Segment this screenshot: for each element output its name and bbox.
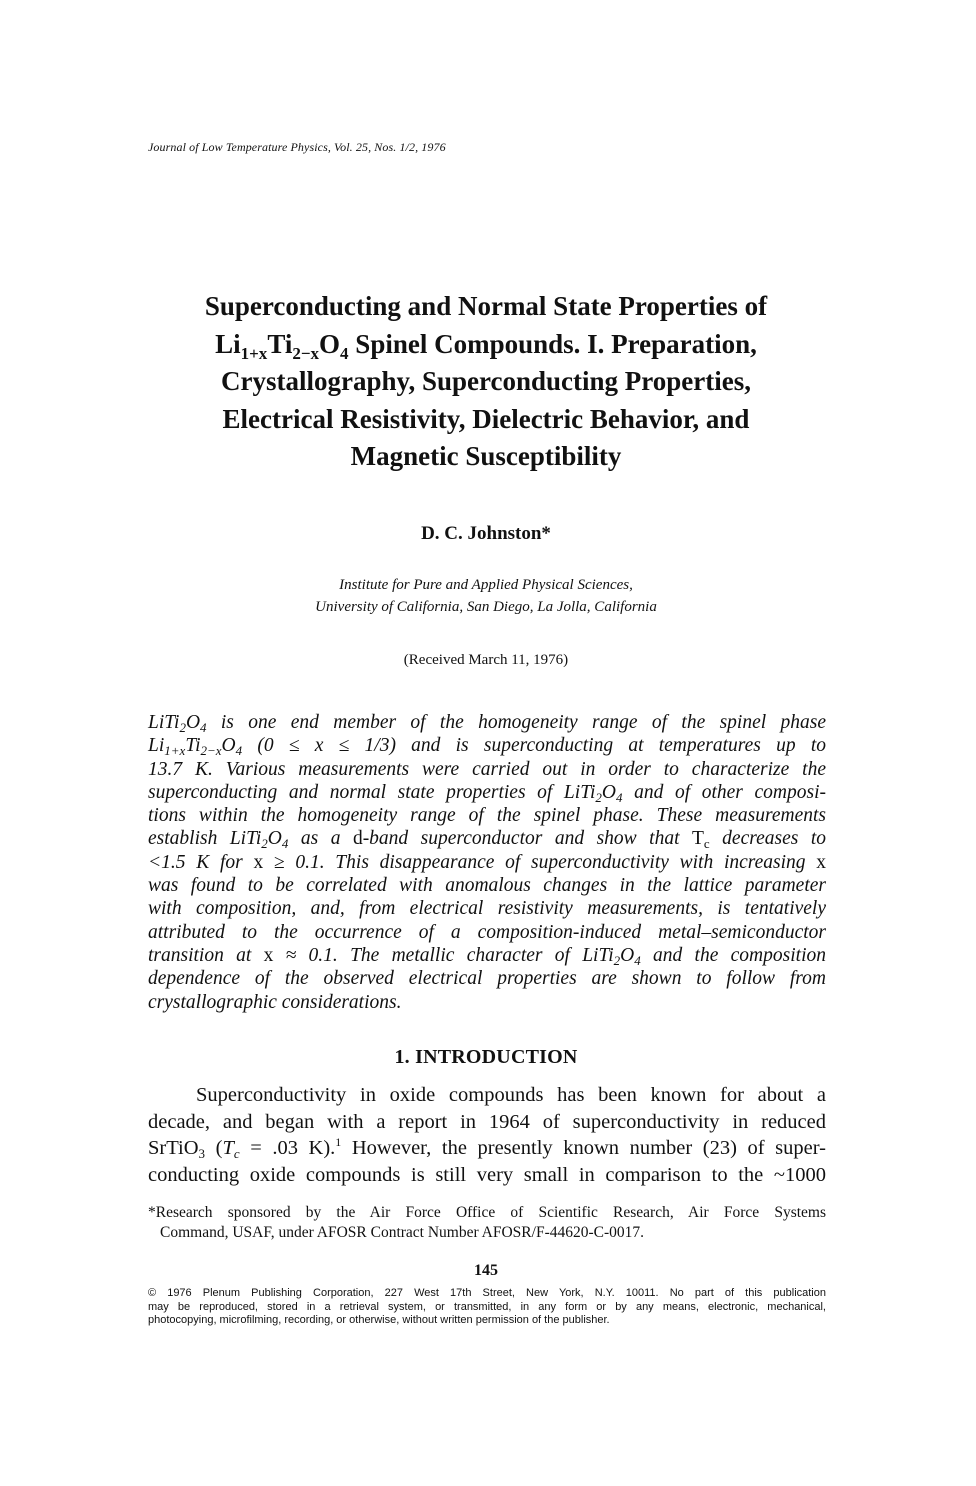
abstract-line: establish $LiTi_2O_4$ as a d-band superconductor and show that $T_c$ decreases to [148,828,826,852]
abstract-line: dependence of the observed electrical properties are shown to follow from [148,968,826,990]
introduction-text [148,1082,826,1188]
copyright-line-3: photocopying, microfilming, recording, or otherwise, without written permission of the publisher. [148,1314,610,1326]
author-affiliation [150,574,822,618]
copyright-line-2: may be reproduced, stored in a retrieval system, or transmitted, in any form or by any means, electronic, mechanical, [148,1300,826,1313]
abstract-line: transition at x ≈ 0.1. The metallic character of $LiTi_2O_4$ and the composition [148,944,826,968]
affiliation-line-1: Institute for Pure and Applied Physical Sciences, [339,577,633,593]
abstract-line: with composition, and, from electrical resistivity measurements, is tentatively [148,898,826,920]
intro-line: conducting oxide compounds is still very small in comparison to the ~1000 [148,1163,826,1186]
intro-line: decade, and began with a report in 1964 of superconductivity in reduced [148,1110,826,1133]
abstract-line: superconducting and normal state properties of $LiTi_2O_4$ and of other composi- [148,781,826,805]
abstract-line: was found to be correlated with anomalous changes in the lattice parameter [148,875,826,897]
section-number: 1. [394,1046,410,1068]
copyright-notice [148,1287,826,1328]
intro-line: Superconductivity in oxide compounds has been known for about a [196,1084,826,1106]
abstract-line: $LiTi_2O_4$ is one end member of the homogeneity range of the spinel phase [148,712,826,735]
abstract-line: $Li_{1+x}Ti_{2-x}O_4$ (0 ≤ x ≤ 1/3) and is superconducting at temperatures up to [148,735,826,759]
title-line-5: Magnetic Susceptibility [350,441,622,471]
paper-title [150,288,822,476]
intro-line: SrTiO$_3$ ($T_c = .03$ K).$^1$ However, the presently known number (23) of super- [148,1135,826,1161]
author-name: D. C. Johnston* [421,523,551,544]
title-line-2: $Li_{1+x}Ti_{2-x}O_4$ Spinel Compounds. I. Preparation, [215,328,757,363]
page-number: 145 [474,1262,498,1279]
received-date: (Received March 11, 1976) [403,652,569,668]
abstract [148,711,826,1014]
title-line-3: Crystallography, Superconducting Properties, [220,366,752,396]
abstract-line: <1.5 K for x ≥ 0.1. This disappearance of superconductivity with increasing x [148,851,827,873]
title-line-4: Electrical Resistivity, Dielectric Behavior, and [222,403,750,434]
title-line-1: Superconducting and Normal State Properties of [204,291,768,321]
abstract-line: 13.7 K. Various measurements were carried out in order to characterize the [148,758,826,780]
abstract-line: attributed to the occurrence of a composition-induced metal–semiconductor [148,921,826,943]
footnote-line-1: *Research sponsored by the Air Force Office of Scientific Research, Air Force Systems [148,1204,826,1221]
copyright-line-1: © 1976 Plenum Publishing Corporation, 227 West 17th Street, New York, N.Y. 10011. No part of this publication [148,1287,826,1299]
affiliation-line-2: University of California, San Diego, La Jolla, California [315,599,657,615]
footnote [148,1203,826,1243]
section-title: INTRODUCTION [415,1046,578,1068]
abstract-line: tions within the homogeneity range of the spinel phase. These measurements [148,805,826,827]
abstract-line: crystallographic considerations. [148,991,402,1013]
section-heading [150,1046,822,1069]
footnote-line-2: Command, USAF, under AFOSR Contract Number AFOSR/F-44620-C-0017. [160,1224,645,1241]
journal-citation: Journal of Low Temperature Physics, Vol. 25, Nos. 1/2, 1976 [148,140,446,154]
